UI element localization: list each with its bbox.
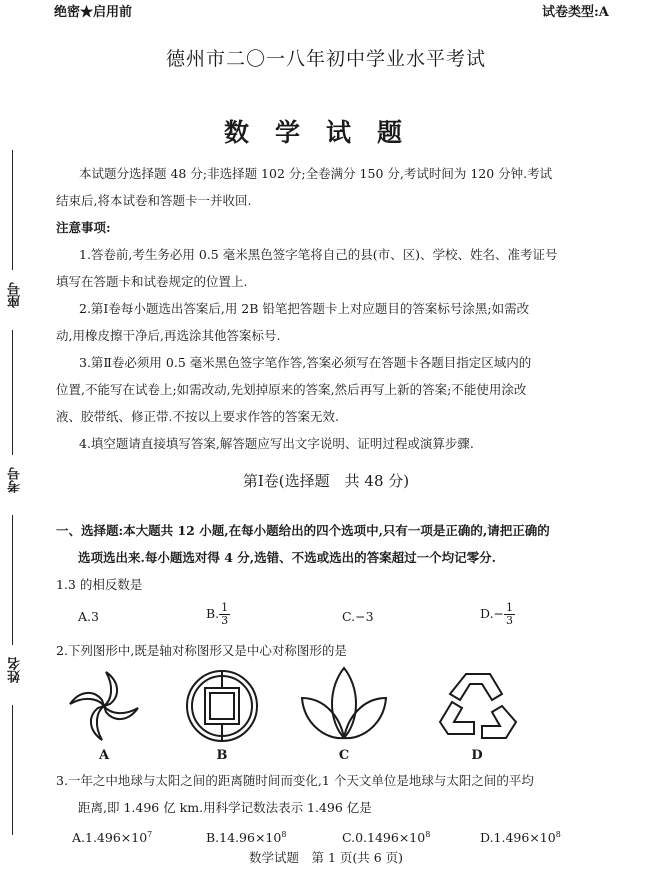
side-label-exam-no: 考号 (8, 467, 23, 493)
figure-d-triangle (436, 668, 520, 744)
side-divider (12, 150, 13, 270)
question-stem: 距离,即 1.496 亿 km.用科学记数法表示 1.496 亿是 (78, 800, 372, 815)
part-instructions: 一、选择题:本大题共 12 小题,在每小题给出的四个选项中,只有一项是正确的,请把正确的 (56, 523, 550, 538)
option-d: D.− $\frac{1}{3}$ (480, 601, 514, 627)
note-item: 位置,不能写在试卷上;如需改动,先划掉原来的答案,然后再写上新的答案;不能使用涂改 (56, 382, 527, 397)
question-stem: 1.3 的相反数是 (56, 577, 143, 592)
option-b: B. $\frac{1}{3}$ (206, 601, 229, 627)
note-item: 3.第Ⅱ卷必须用 0.5 毫米黑色签字笔作答,答案必须写在答题卡各题目指定区域内的 (79, 355, 532, 370)
figure-label-a: A (98, 748, 110, 763)
side-divider (12, 705, 13, 835)
page-footer: 数学试题 第 1 页(共 6 页) (248, 850, 404, 865)
side-divider (12, 330, 13, 455)
part-instructions: 选项选出来.每小题选对得 4 分,选错、不选或选出的答案超过一个均记零分. (78, 550, 496, 565)
side-label-seat: 座号 (8, 282, 23, 308)
figure-label-b: B (216, 748, 228, 763)
note-item: 动,用橡皮擦干净后,再选涂其他答案标号. (56, 328, 281, 343)
figure-label-d: D (471, 748, 483, 763)
option-c: C.−3 (342, 609, 374, 624)
fraction: $\frac{1}{3}$ (506, 601, 514, 627)
side-label-name: 姓名 (8, 657, 23, 683)
side-divider (12, 515, 13, 645)
note-item: 2.第Ⅰ卷每小题选出答案后,用 2B 铅笔把答题卡上对应题目的答案标号涂黑;如需改 (79, 301, 530, 316)
exam-title: 德州市二〇一八年初中学业水平考试 (165, 48, 486, 70)
note-item: 4.填空题请直接填写答案,解答题应写出文字说明、证明过程或演算步骤. (79, 436, 474, 451)
figure-a-pinwheel (66, 668, 142, 744)
option-d: $D.1.496\times 10^8$ (480, 830, 561, 846)
figure-b-coin (184, 668, 260, 744)
paper-type-label: 试卷类型:A (542, 5, 609, 20)
question-stem: 2.下列图形中,既是轴对称图形又是中心对称图形的是 (56, 643, 347, 658)
question-stem: 3.一年之中地球与太阳之间的距离随时间而变化,1 个天文单位是地球与太阳之间的平均 (56, 773, 534, 788)
figure-c-lotus (298, 664, 390, 746)
option-a: A.3 (78, 609, 99, 624)
note-item: 1.答卷前,考生务必用 0.5 毫米黑色签字笔将自己的县(市、区)、学校、姓名、准考证号 (79, 247, 558, 262)
option-c: $C.0.1496\times 10^8$ (342, 830, 431, 846)
subject-title: 数学试题 (223, 118, 428, 147)
intro-line: 本试题分选择题 48 分;非选择题 102 分;全卷满分 150 分,考试时间为 120 分钟.考试 (79, 166, 553, 181)
figure-label-c: C (338, 748, 350, 763)
intro-line: 结束后,将本试卷和答题卡一并收回. (56, 193, 252, 208)
note-item: 填写在答题卡和试卷规定的位置上. (56, 274, 248, 289)
note-item: 液、胶带纸、修正带.不按以上要求作答的答案无效. (56, 409, 339, 424)
option-b: $B.14.96\times 10^8$ (206, 830, 287, 846)
notes-heading: 注意事项: (56, 220, 111, 235)
option-a: $A.1.496\times 10^7$ (72, 830, 153, 846)
section-title: 第Ⅰ卷(选择题 共 48 分) (242, 472, 410, 490)
fraction: $\frac{1}{3}$ (221, 601, 229, 627)
confidential-label: 绝密★启用前 (54, 5, 133, 20)
